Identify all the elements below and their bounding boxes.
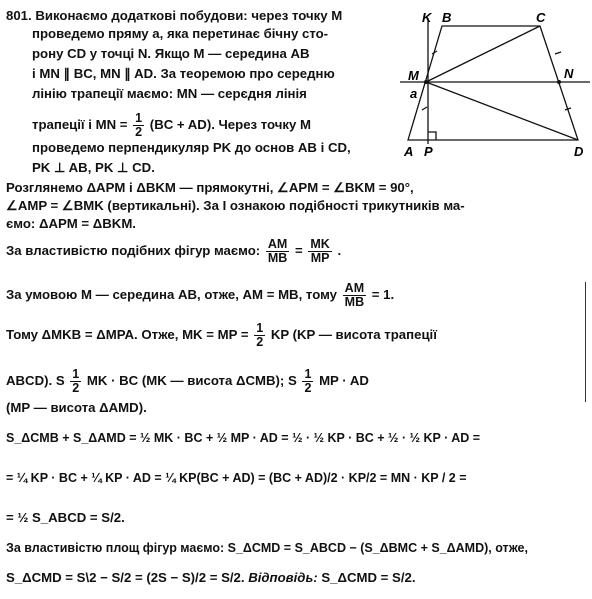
margin-rule xyxy=(585,282,586,402)
text-l2: проведемо пряму a, яка перетинає бічну сто- xyxy=(32,26,329,41)
line-14 xyxy=(6,322,437,349)
text-l13b: = 1. xyxy=(371,286,395,302)
point-n xyxy=(557,80,561,84)
text-l1: Виконаємо додаткові побудови: через точку M xyxy=(35,8,343,23)
text-l12: За властивістю подібних фігур маємо: xyxy=(6,242,261,258)
label-a-line: a xyxy=(410,86,418,101)
text-l6b: (BC + AD). Через точку M xyxy=(149,116,312,132)
label-m: M xyxy=(408,68,419,83)
segment-mc xyxy=(426,26,540,82)
text-l8: PK ⊥ AB, PK ⊥ CD. xyxy=(32,160,155,175)
label-n: N xyxy=(564,66,574,81)
point-m xyxy=(424,80,428,84)
text-l14a: Тому ΔMKB = ΔMPA. Отже, MK = MP = xyxy=(6,326,249,342)
line-1 xyxy=(6,8,342,24)
text-l15c: MP · AD xyxy=(319,372,369,388)
text-l21a: S_ΔCMD = S\2 − S/2 = (2S − S)/2 = S/2. xyxy=(6,570,245,585)
label-d: D xyxy=(574,144,584,159)
text-l6a: трапеції і MN = xyxy=(32,116,128,132)
frac-mk-mp: $\frac{MK}{MP}$ xyxy=(310,237,330,265)
trapezoid-abcd xyxy=(408,26,578,140)
label-b: B xyxy=(442,10,452,25)
text-l21c: S_ΔCMD = S/2. xyxy=(321,570,416,585)
text-l10: ∠AMP = ∠BMK (вертикальні). За I ознакою подібності трикутників ма- xyxy=(6,198,465,213)
text-l4: і MN ∥ BC, MN ∥ AD. За теоремою про середню xyxy=(32,66,335,81)
text-l3: рону CD у точці N. Якщо M — середина AB xyxy=(32,46,310,61)
label-p: P xyxy=(424,144,433,159)
segment-md xyxy=(426,82,578,140)
text-l16: (MP — висота ΔAMD). xyxy=(6,400,147,415)
answer-label: Відповідь: xyxy=(248,570,318,585)
text-l9: Розглянемо ΔAPM і ΔBKM — прямокутні, ∠APM = ∠BKM = 90°, xyxy=(6,180,414,195)
frac-am-mb: $\frac{AM}{MB}$ xyxy=(267,237,288,265)
problem-number: 801. xyxy=(6,8,32,23)
text-l19: = ½ S_ABCD = S/2. xyxy=(6,510,125,525)
line-15 xyxy=(6,368,369,395)
trapezoid-figure xyxy=(400,10,590,160)
frac-half-4: $\frac{1}{2}$ xyxy=(304,367,312,395)
frac-half: $\frac{1}{2}$ xyxy=(135,111,143,139)
line-13 xyxy=(6,282,394,309)
label-c: C xyxy=(536,10,546,25)
frac-am-mb-2: $\frac{AM}{MB}$ xyxy=(344,281,365,309)
text-l15b: MK · BC (MK — висота ΔCMB); S xyxy=(86,372,297,388)
right-angle-mark xyxy=(428,132,436,140)
text-l18: = ¼ KP · BC + ¼ KP · AD = ¼ KP(BC + AD) = (BC + AD)/2 · KP/2 = MN · KP / 2 = xyxy=(6,471,467,485)
tick-am xyxy=(422,107,427,110)
text-l15a: ABCD). S xyxy=(6,372,65,388)
text-l14b: KP (KP — висота трапеції xyxy=(270,326,437,342)
text-l20: За властивістю площ фігур маємо: S_ΔCMD = S_ABCD − (S_ΔBMC + S_ΔAMD), отже, xyxy=(6,541,528,555)
line-12: За властивістю подібних фігур маємо: $\frac{AM}{MB}$ = $\frac{MK}{MP}$ . xyxy=(6,237,342,265)
text-l11: ємо: ΔAPM = ΔBKM. xyxy=(6,216,136,231)
frac-half-2: $\frac{1}{2}$ xyxy=(256,321,264,349)
frac-half-3: $\frac{1}{2}$ xyxy=(72,367,80,395)
text-l5: лінію трапеції маємо: MN — серєдня лінія xyxy=(32,86,307,101)
label-k: K xyxy=(422,10,432,25)
label-a: A xyxy=(404,144,414,159)
tick-cn xyxy=(555,52,561,54)
line-21 xyxy=(6,570,416,586)
text-l17: S_ΔCMB + S_ΔAMD = ½ MK · BC + ½ MP · AD = ½ · ½ KP · BC + ½ · ½ KP · AD = xyxy=(6,431,481,445)
text-l13a: За умовою M — середина AB, отже, AM = MB, тому xyxy=(6,286,337,302)
line-6 xyxy=(32,112,311,139)
text-l7: проведемо перпендикуляр PK до основ AB і CD, xyxy=(32,140,351,155)
